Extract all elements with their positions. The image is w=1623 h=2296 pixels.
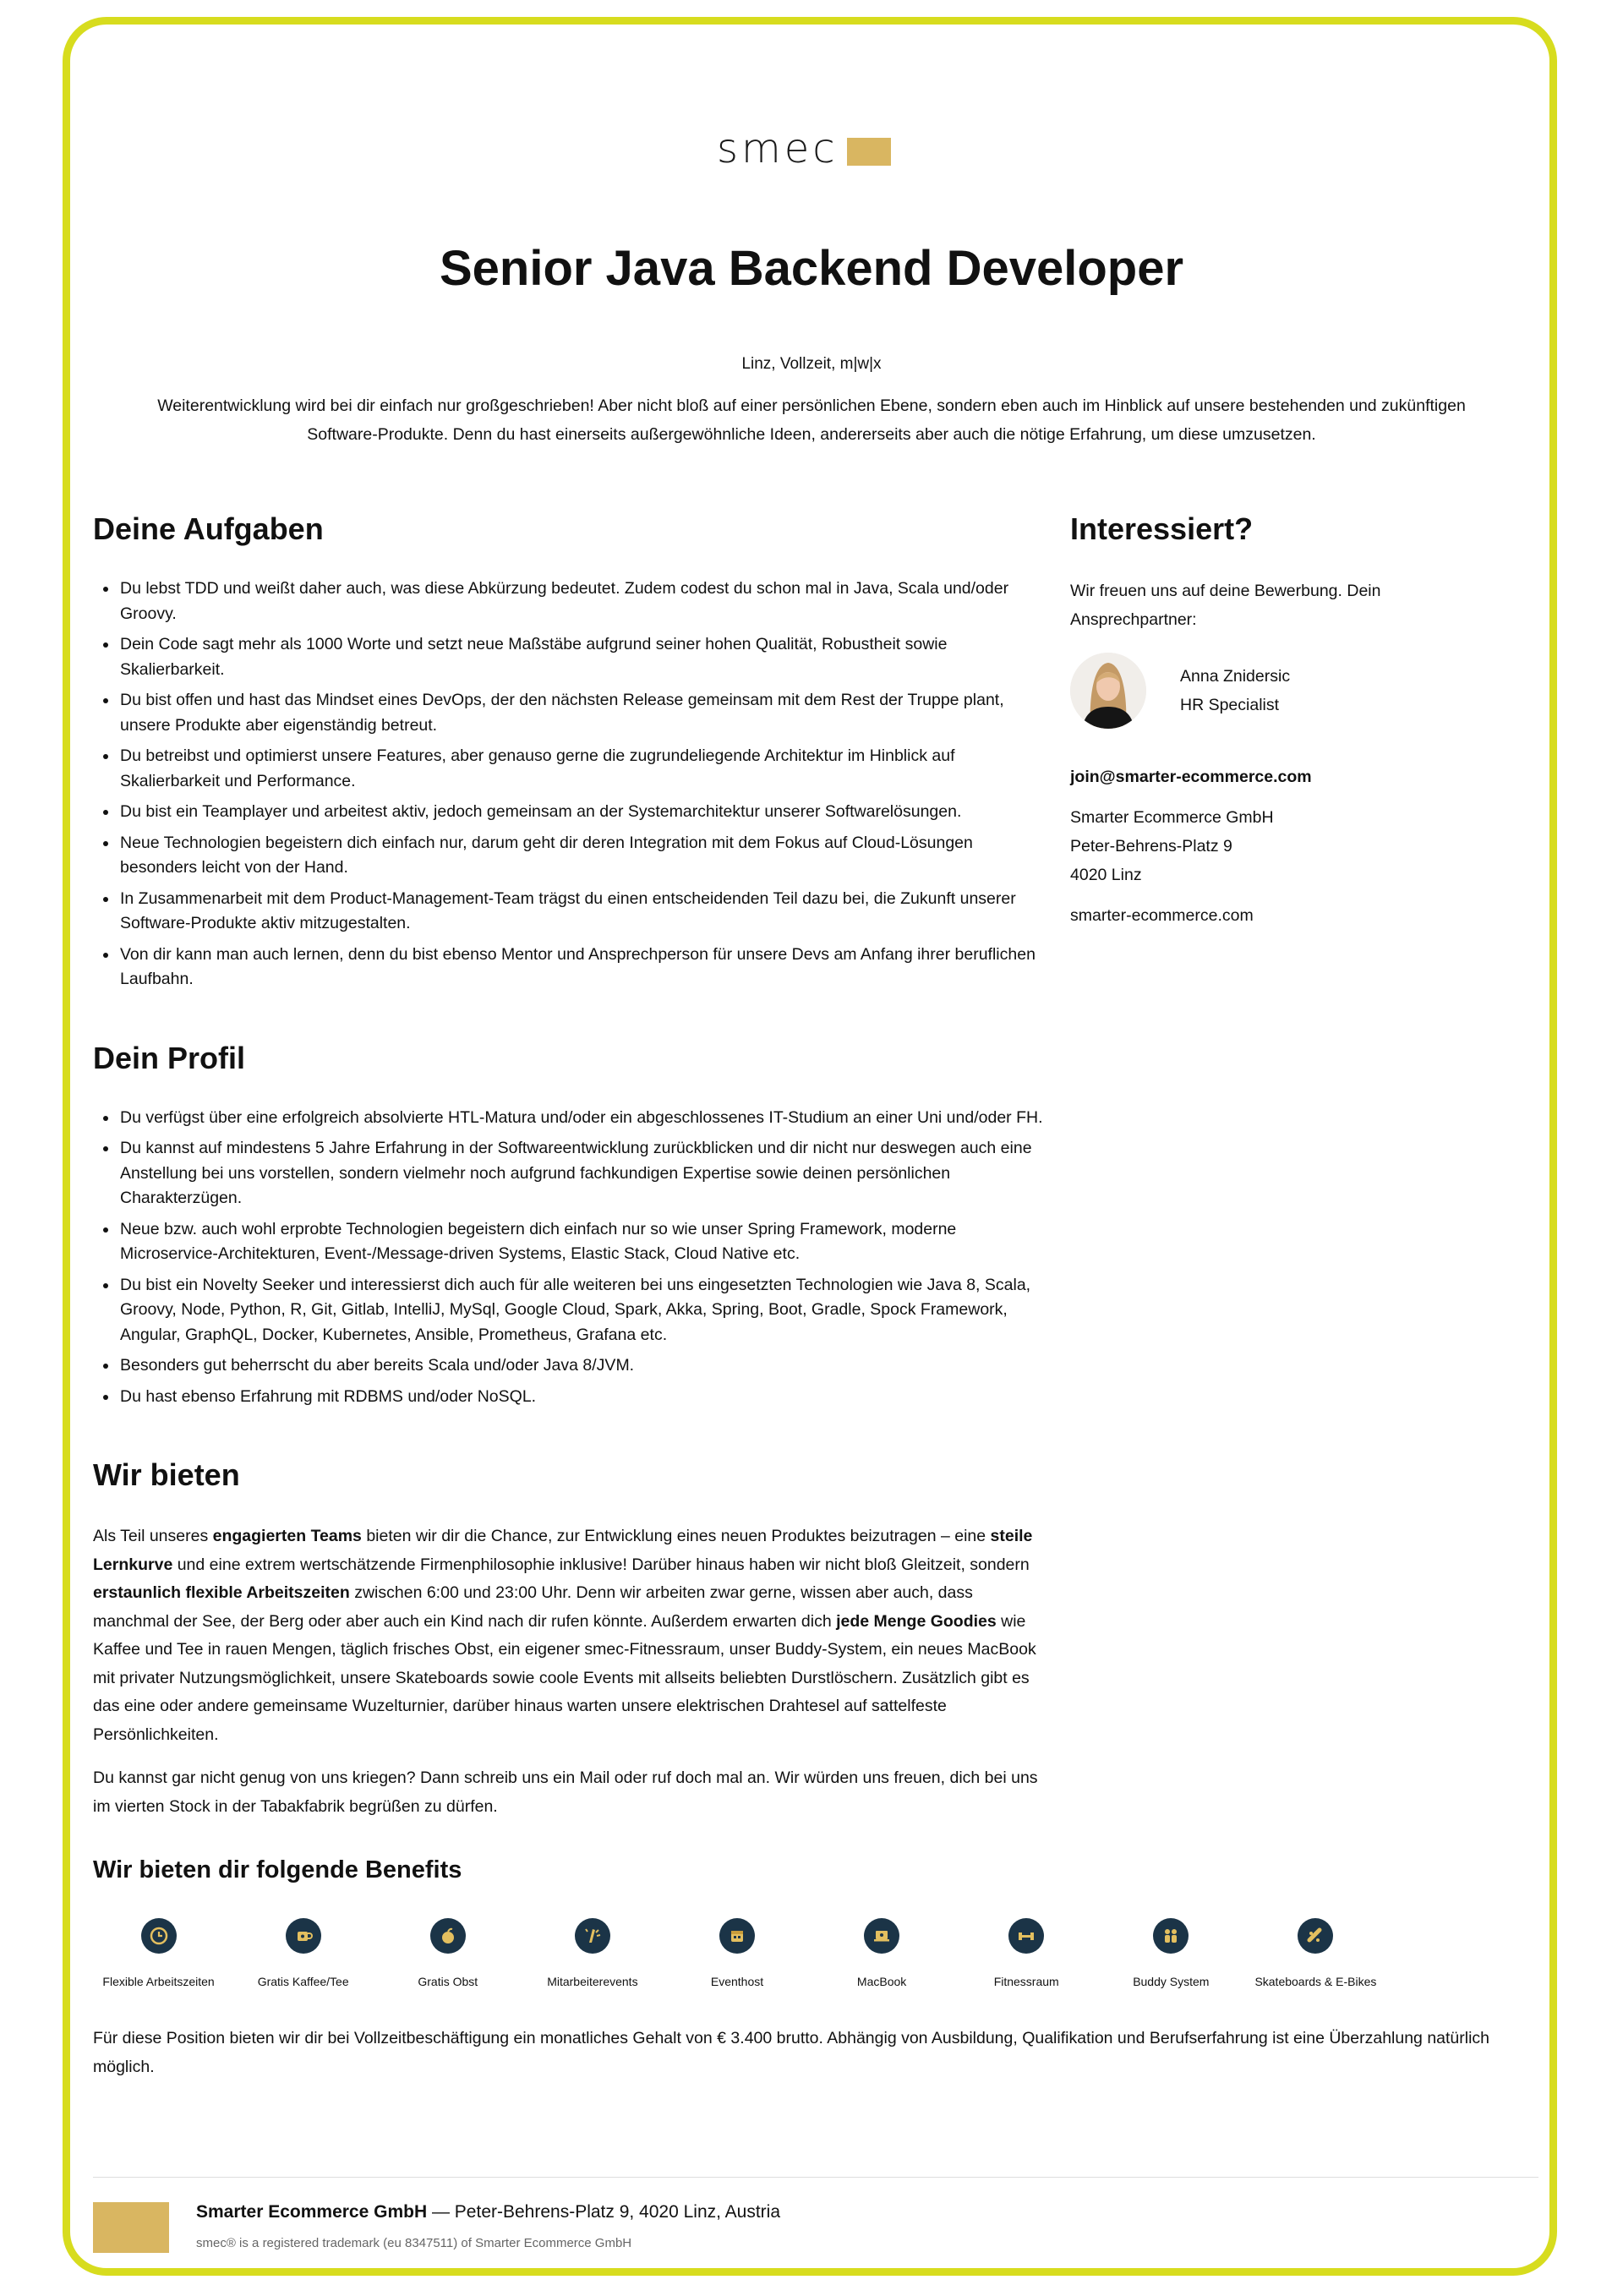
benefit-item — [1243, 1918, 1388, 1988]
benefit-item — [520, 1918, 664, 1988]
contact-details — [1180, 662, 1290, 719]
apple-icon — [430, 1918, 466, 1954]
benefit-item — [954, 1918, 1099, 1988]
benefit-label: Skateboards & E-Bikes — [1254, 1975, 1377, 1988]
benefit-label: Mitarbeiterevents — [547, 1975, 638, 1988]
company-city: 4020 Linz — [1070, 866, 1142, 884]
bieten-highlight: steile Lernkurve — [93, 1527, 1033, 1574]
coffee-icon — [286, 1918, 321, 1954]
aufgaben-item: • Du bist ein Teamplayer und arbeitest aktiv, jedoch gemeinsam an der Systemarchitektur unserer Softwarelösungen. — [118, 800, 1044, 825]
dumbbell-icon — [1008, 1918, 1044, 1954]
sidebar-intro: Wir freuen uns auf deine Bewerbung. Dein Ansprechpartner: — [1070, 582, 1381, 629]
footer-divider — [93, 2177, 1538, 2178]
aufgaben-item: • Neue Technologien begeistern dich einfach nur, darum geht dir deren Integration mit dem Fokus auf Cloud-Lösungen besonders leicht von der Hand. — [118, 831, 1044, 881]
footer-address-line — [196, 2202, 780, 2222]
profil-item: • Besonders gut beherrscht du aber bereits Scala und/oder Java 8/JVM. — [118, 1353, 1044, 1379]
benefit-label: Buddy System — [1133, 1975, 1210, 1988]
email-link[interactable]: join@smarter-ecommerce.com — [1070, 768, 1312, 786]
benefit-label: Eventhost — [710, 1975, 764, 1988]
bieten-text: wie Kaffee und Tee in rauen Mengen, täglich frisches Obst, ein eigener smec-Fitnessraum, unser Buddy-System, ein neues MacBook mit privater Nutzungsmöglichkeit, unsere Skateboards sowie coole Events mit allseits beliebten Durstlöschern. Zusätzlich gibt es das eine oder andere gemeinsame Wuzelturnier, darüber hinaus warten unsere elektrischen Drahtesel auf sattelfeste Persönlichkeiten. — [93, 1611, 1036, 1744]
profil-heading: Dein Profil — [93, 1040, 246, 1075]
smec-logo[interactable] — [717, 127, 891, 171]
bieten-highlight: erstaunlich flexible Arbeitszeiten — [93, 1583, 350, 1602]
benefit-item — [375, 1918, 520, 1988]
profil-list — [93, 1106, 1044, 1410]
job-title: Senior Java Backend Developer — [439, 241, 1184, 296]
bieten-text: bieten wir dir die Chance, zur Entwicklung eines neuen Produktes beizutragen – eine — [361, 1527, 991, 1545]
benefit-item — [664, 1918, 809, 1988]
footer-address: — Peter-Behrens-Platz 9, 4020 Linz, Austria — [427, 2202, 781, 2222]
benefit-item — [86, 1918, 231, 1988]
benefit-label: Gratis Kaffee/Tee — [257, 1975, 349, 1988]
sidebar — [1070, 507, 1467, 930]
profil-item: • Du verfügst über eine erfolgreich absolvierte HTL-Matura und/oder ein abgeschlossenes IT-Studium an einer Uni und/oder FH. — [118, 1106, 1044, 1131]
bieten-highlight: jede Menge Goodies — [836, 1611, 997, 1631]
skateboard-icon — [1298, 1918, 1333, 1954]
bieten-highlight: engagierten Teams — [212, 1527, 362, 1545]
aufgaben-list — [93, 577, 1044, 992]
benefit-label: Gratis Obst — [418, 1975, 478, 1988]
laptop-icon — [864, 1918, 899, 1954]
aufgaben-heading: Deine Aufgaben — [93, 511, 324, 546]
contact-name: Anna Znidersic — [1180, 667, 1291, 686]
aufgaben-item: • In Zusammenarbeit mit dem Product-Management-Team trägst du einen entscheidenden Teil dazu bei, die Zukunft unserer Software-Produkte aktiv mitzugestalten. — [118, 887, 1044, 937]
job-meta: Linz, Vollzeit, m|w|x — [741, 355, 882, 373]
footer-logo-square — [93, 2202, 169, 2253]
company-street: Peter-Behrens-Platz 9 — [1070, 837, 1232, 856]
avatar — [1070, 653, 1146, 729]
benefits-row — [86, 1918, 1388, 1988]
bieten-paragraph — [93, 1522, 1044, 1749]
job-intro: Weiterentwicklung wird bei dir einfach nur großgeschrieben! Aber nicht bloß auf einer persönlichen Ebene, sondern eben auch im Hinblick auf unsere bestehenden und zukünftigen Software-Produkte. Denn du hast einerseits außergewöhnliche Ideen, andererseits aber auch die nötige Erfahrung, um diese umzusetzen. — [157, 396, 1466, 444]
bieten-paragraph-2: Du kannst gar nicht genug von uns kriegen? Dann schreib uns ein Mail oder ruf doch mal an. Wir würden uns freuen, dich bei uns im vierten Stock in der Tabakfabrik begrüßen zu dürfen. — [93, 1768, 1038, 1816]
bieten-heading: Wir bieten — [93, 1457, 240, 1492]
profil-item: • Du kannst auf mindestens 5 Jahre Erfahrung in der Softwareentwicklung zurückblicken und dir nicht nur deswegen auch eine Anstellung bei uns vorstellen, sondern vielmehr noch aufgrund fachkundigen Expertise sowie deinen persönlichen Charakterzügen. — [118, 1136, 1044, 1211]
benefit-label: Flexible Arbeitszeiten — [102, 1975, 215, 1988]
aufgaben-item: • Dein Code sagt mehr als 1000 Worte und setzt neue Maßstäbe aufgrund seiner hohen Qualität, Robustheit sowie Skalierbarkeit. — [118, 632, 1044, 682]
contact-role: HR Specialist — [1180, 696, 1280, 714]
salary-note: Für diese Position bieten wir dir bei Vollzeitbeschäftigung ein monatliches Gehalt von € 3.400 brutto. Abhängig von Ausbildung, Qualifikation und Berufserfahrung ist eine Überzahlung natürlich möglich. — [93, 2029, 1490, 2076]
aufgaben-item: • Du lebst TDD und weißt daher auch, was diese Abkürzung bedeutet. Zudem codest du schon mal in Java, Scala und/oder Groovy. — [118, 577, 1044, 626]
party-icon — [575, 1918, 610, 1954]
bieten-text: zwischen 6:00 und 23:00 Uhr. Denn wir arbeiten zwar gerne, wissen aber auch, dass manchmal der See, der Berg oder aber auch ein Kind nach dir rufen könnte. Außerdem erwarten dich — [93, 1583, 973, 1631]
contact-person — [1070, 653, 1467, 729]
benefits-heading: Wir bieten dir folgende Benefits — [93, 1856, 462, 1883]
buddies-icon — [1153, 1918, 1189, 1954]
website-link[interactable]: smarter-ecommerce.com — [1070, 906, 1254, 925]
interessiert-heading: Interessiert? — [1070, 511, 1254, 546]
profil-item: • Du bist ein Novelty Seeker und interessierst dich auch für alle weiteren bei uns eingesetzten Technologien wie Java 8, Scala, Groovy, Node, Python, R, Git, Gitlab, IntelliJ, MySql, Google Cloud, Spark, Akka, Spring, Boot, Gradle, Spock Framework, Angular, GraphQL, Docker, Kubernetes, Ansible, Prometheus, Grafana etc. — [118, 1273, 1044, 1348]
bieten-text: und eine extrem wertschätzende Firmenphilosophie inklusive! Darüber hinaus haben wir nicht bloß Gleitzeit, sondern — [172, 1555, 1030, 1574]
aufgaben-item: • Du bist offen und hast das Mindset eines DevOps, der den nächsten Release gemeinsam mit dem Rest der Truppe plant, unsere Produkte aber eigenständig betreut. — [118, 688, 1044, 738]
benefit-label: MacBook — [856, 1975, 907, 1988]
benefit-item — [231, 1918, 375, 1988]
profil-item: • Neue bzw. auch wohl erprobte Technologien begeistern dich einfach nur so wie unser Spring Framework, moderne Microservice-Architekturen, Event-/Message-driven Systems, Elastic Stack, Cloud Native etc. — [118, 1217, 1044, 1267]
footer-company: Smarter Ecommerce GmbH — [196, 2202, 428, 2222]
calendar-icon — [719, 1918, 755, 1954]
benefit-item — [1099, 1918, 1243, 1988]
clock-icon — [141, 1918, 177, 1954]
profil-item: • Du hast ebenso Erfahrung mit RDBMS und/oder NoSQL. — [118, 1385, 1044, 1410]
logo-text: smec — [717, 125, 839, 172]
aufgaben-item: • Von dir kann man auch lernen, denn du bist ebenso Mentor und Ansprechperson für unsere Devs am Anfang ihrer beruflichen Laufbahn. — [118, 943, 1044, 992]
aufgaben-item: • Du betreibst und optimierst unsere Features, aber genauso gerne die zugrundeliegende Architektur im Hinblick auf Skalierbarkeit und Performance. — [118, 744, 1044, 794]
benefit-label: Fitnessraum — [993, 1975, 1059, 1988]
footer-trademark: smec® is a registered trademark (eu 8347511) of Smarter Ecommerce GmbH — [196, 2236, 632, 2250]
company-name: Smarter Ecommerce GmbH — [1070, 808, 1274, 827]
bieten-text: Als Teil unseres — [93, 1527, 213, 1545]
benefit-item — [810, 1918, 954, 1988]
logo-square — [847, 138, 891, 166]
